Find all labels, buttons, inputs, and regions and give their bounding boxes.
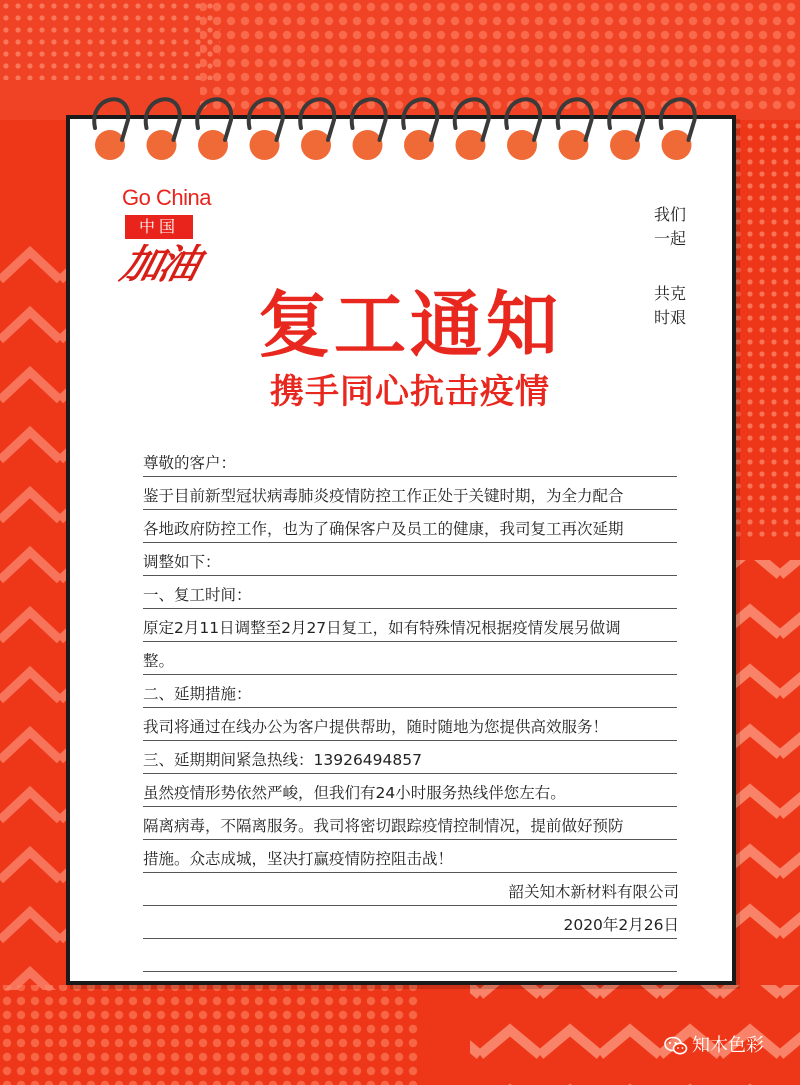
body-line: 一、复工时间：: [143, 586, 252, 604]
page-subtitle: 携手同心抗击疫情: [270, 372, 550, 412]
motto-line: 共克: [654, 284, 687, 303]
body-line: 尊敬的客户：: [143, 454, 237, 472]
signature-company: 韶关知木新材料有限公司: [508, 883, 679, 901]
logo-text-en: Go China: [122, 185, 211, 210]
motto-line: 时艰: [654, 308, 687, 327]
body-line: 我司将通过在线办公为客户提供帮助，随时随地为您提供高效服务！: [143, 718, 609, 736]
body-line: 原定2月11日调整至2月27日复工，如有特殊情况根据疫情发展另做调: [143, 619, 621, 637]
body-line: 整。: [143, 652, 175, 670]
go-china-logo: [116, 185, 222, 289]
hotline-line: 三、延期期间紧急热线：13926494857: [143, 751, 422, 769]
body-line: 鉴于目前新型冠状病毒肺炎疫情防控工作正处于关键时期，为全力配合: [143, 487, 624, 505]
logo-text-cheer: 加油: [116, 241, 202, 288]
page-title: 复工通知: [257, 283, 562, 367]
body-line: 虽然疫情形势依然严峻，但我们有24小时服务热线伴您左右。: [143, 784, 566, 802]
body-line: 各地政府防控工作，也为了确保客户及员工的健康，我司复工再次延期: [143, 520, 624, 538]
watermark-text: 知木色彩: [692, 1035, 764, 1056]
ruled-line: [143, 971, 677, 972]
body-line: 隔离病毒，不隔离服务。我司将密切跟踪疫情控制情况，提前做好预防: [143, 817, 624, 835]
signature-date: 2020年2月26日: [563, 916, 679, 934]
motto-line: 我们: [654, 205, 687, 224]
side-motto: [654, 203, 704, 330]
watermark: [664, 1033, 764, 1059]
body-line: 调整如下：: [143, 553, 221, 571]
body-line: 二、延期措施：: [143, 685, 252, 703]
body-line: 措施。众志成城，坚决打赢疫情防控阻击战！: [143, 850, 454, 868]
wechat-icon: [664, 1036, 688, 1056]
motto-line: 一起: [654, 229, 687, 248]
logo-text-cn: 中国: [125, 215, 193, 239]
